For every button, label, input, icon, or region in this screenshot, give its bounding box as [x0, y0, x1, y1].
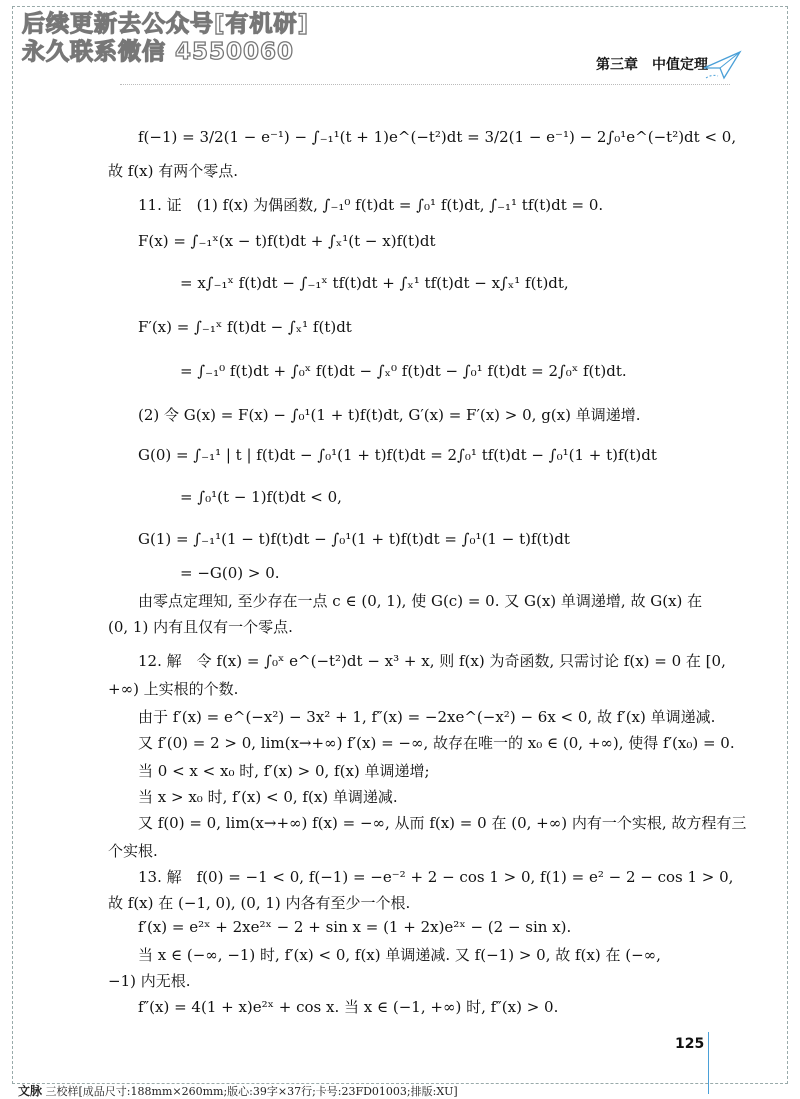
page-number: 125 [675, 1036, 705, 1052]
text-line: F(x) = ∫₋₁ˣ(x − t)f(t)dt + ∫ₓ¹(t − x)f(t)dt [138, 232, 436, 250]
text-line: f″(x) = 4(1 + x)e²ˣ + cos x. 当 x ∈ (−1, +∞) 时, f″(x) > 0. [138, 998, 559, 1016]
text-line: 当 0 < x < x₀ 时, f′(x) > 0, f(x) 单调递增; [138, 762, 430, 780]
footer-info: 三校样[成品尺寸:188mm×260mm;版心:39字×37行;卡号:23FD01003;排版:XU] [45, 1085, 458, 1098]
chapter-title: 第三章 中值定理 [596, 57, 708, 73]
text-line: +∞) 上实根的个数. [108, 680, 239, 698]
text-line: 13. 解 f(0) = −1 < 0, f(−1) = −e⁻² + 2 − cos 1 > 0, f(1) = e² − 2 − cos 1 > 0, [138, 868, 734, 886]
print-footer [18, 1082, 458, 1099]
text-line: −1) 内无根. [108, 972, 191, 990]
text-line: 又 f′(0) = 2 > 0, lim(x→+∞) f′(x) = −∞, 故存在唯一的 x₀ ∈ (0, +∞), 使得 f′(x₀) = 0. [138, 734, 735, 752]
text-line: = x∫₋₁ˣ f(t)dt − ∫₋₁ˣ tf(t)dt + ∫ₓ¹ tf(t)dt − x∫ₓ¹ f(t)dt, [180, 274, 569, 292]
text-line: 故 f(x) 在 (−1, 0), (0, 1) 内各有至少一个根. [108, 894, 411, 912]
text-line: f′(x) = e²ˣ + 2xe²ˣ − 2 + sin x = (1 + 2x)e²ˣ − (2 − sin x). [138, 918, 572, 936]
watermark-line-1: 后续更新去公众号[有机研] [22, 11, 310, 37]
text-line: f(−1) = 3/2(1 − e⁻¹) − ∫₋₁¹(t + 1)e^(−t²)dt = 3/2(1 − e⁻¹) − 2∫₀¹e^(−t²)dt < 0, [138, 128, 737, 146]
text-line: 由于 f′(x) = e^(−x²) − 3x² + 1, f″(x) = −2xe^(−x²) − 6x < 0, 故 f′(x) 单调递减. [138, 708, 716, 726]
text-line: 当 x ∈ (−∞, −1) 时, f′(x) < 0, f(x) 单调递减. 又 f(−1) > 0, 故 f(x) 在 (−∞, [138, 946, 661, 964]
page-side-rule [708, 1032, 709, 1094]
watermark-line-2: 永久联系微信 4550060 [22, 39, 295, 65]
text-line: 11. 证 (1) f(x) 为偶函数, ∫₋₁⁰ f(t)dt = ∫₀¹ f(t)dt, ∫₋₁¹ tf(t)dt = 0. [138, 196, 604, 214]
text-line: F′(x) = ∫₋₁ˣ f(t)dt − ∫ₓ¹ f(t)dt [138, 318, 352, 336]
text-line: 个实根. [108, 842, 158, 860]
header-rule [120, 84, 730, 85]
watermark [22, 10, 309, 66]
text-line: G(1) = ∫₋₁¹(1 − t)f(t)dt − ∫₀¹(1 + t)f(t)dt = ∫₀¹(1 − t)f(t)dt [138, 530, 570, 548]
text-line: = ∫₀¹(t − 1)f(t)dt < 0, [180, 488, 342, 506]
text-line: 12. 解 令 f(x) = ∫₀ˣ e^(−t²)dt − x³ + x, 则 f(x) 为奇函数, 只需讨论 f(x) = 0 在 [0, [138, 652, 726, 670]
text-line: = ∫₋₁⁰ f(t)dt + ∫₀ˣ f(t)dt − ∫ₓ⁰ f(t)dt − ∫₀¹ f(t)dt = 2∫₀ˣ f(t)dt. [180, 362, 627, 380]
footer-brand: 文脉 [18, 1084, 43, 1098]
text-line: 又 f(0) = 0, lim(x→+∞) f(x) = −∞, 从而 f(x) = 0 在 (0, +∞) 内有一个实根, 故方程有三 [138, 814, 747, 832]
text-line: 当 x > x₀ 时, f′(x) < 0, f(x) 单调递减. [138, 788, 398, 806]
text-line: (0, 1) 内有且仅有一个零点. [108, 618, 293, 636]
text-line: 故 f(x) 有两个零点. [108, 162, 239, 180]
text-line: = −G(0) > 0. [180, 564, 280, 582]
paper-plane-icon [702, 48, 742, 82]
text-line: (2) 令 G(x) = F(x) − ∫₀¹(1 + t)f(t)dt, G′(x) = F′(x) > 0, g(x) 单调递增. [138, 406, 641, 424]
text-line: G(0) = ∫₋₁¹ | t | f(t)dt − ∫₀¹(1 + t)f(t)dt = 2∫₀¹ tf(t)dt − ∫₀¹(1 + t)f(t)dt [138, 446, 657, 464]
text-line: 由零点定理知, 至少存在一点 c ∈ (0, 1), 使 G(c) = 0. 又 G(x) 单调递增, 故 G(x) 在 [138, 592, 703, 610]
